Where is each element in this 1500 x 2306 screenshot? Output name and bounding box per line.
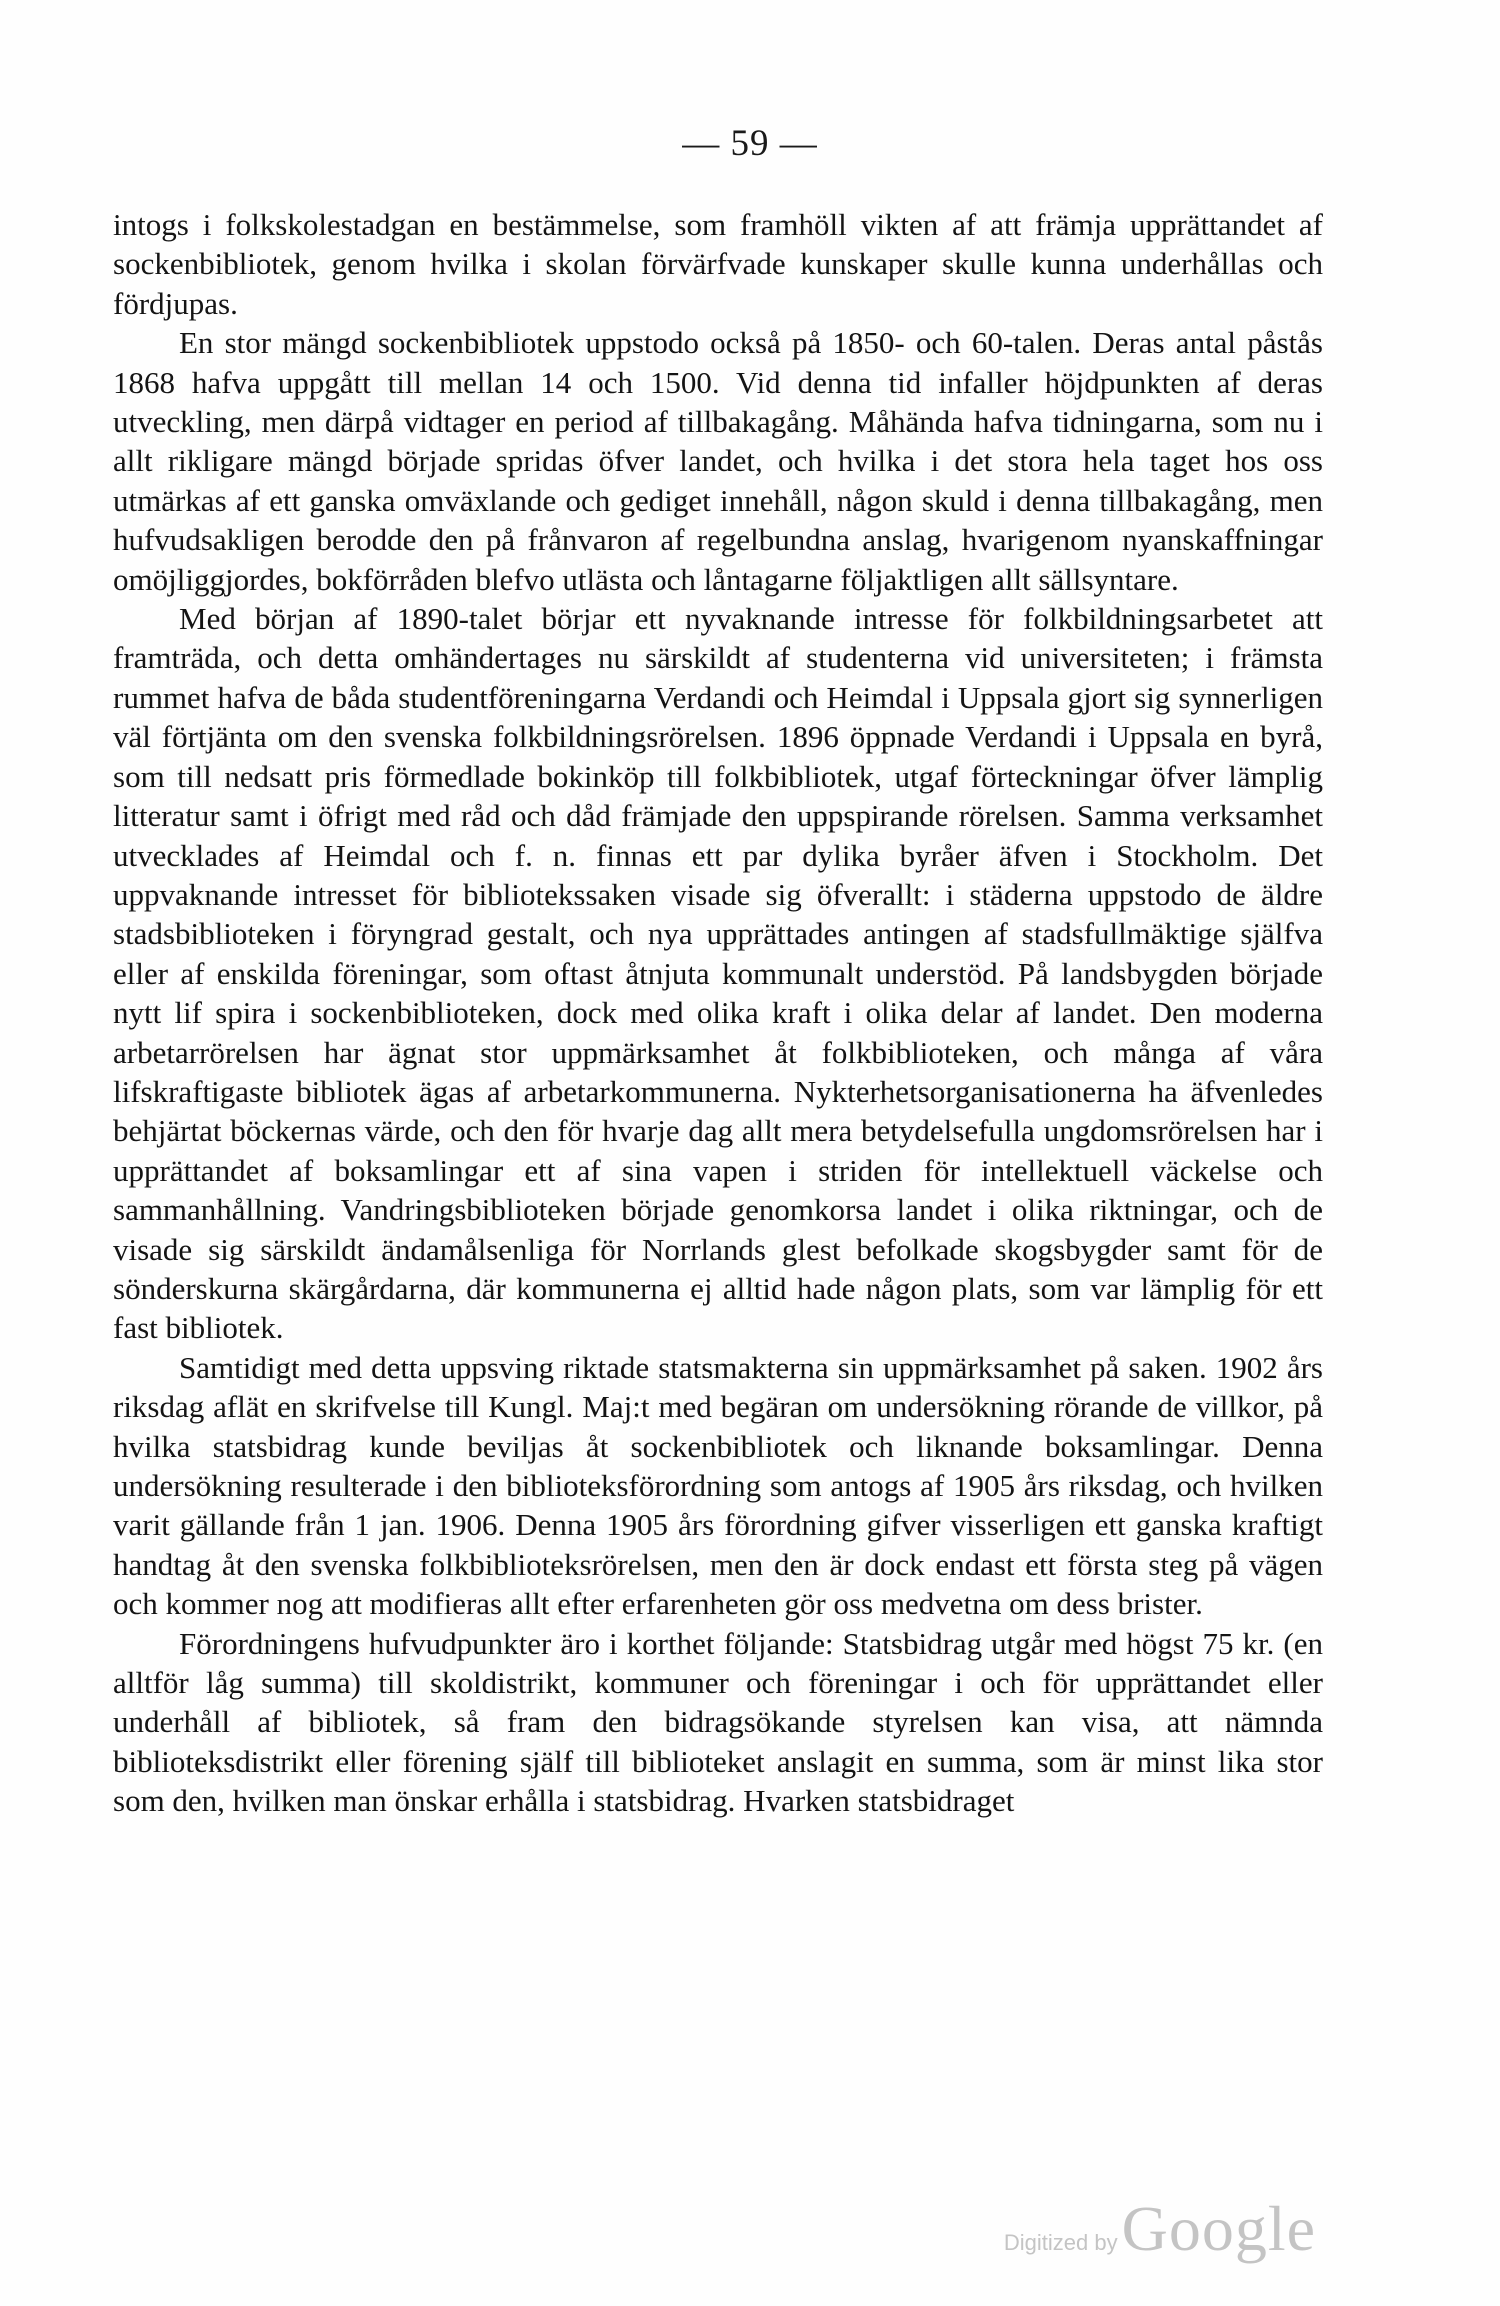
paragraph-1: intogs i folkskolestadgan en bestämmelse, som framhöll vikten af att främja upprättandet af sockenbibliotek, genom hvilka i skolan förvärfvade kunskaper skulle kunna underhållas och fördjupas. <box>113 207 1323 321</box>
digitized-watermark <box>1004 2192 1316 2266</box>
watermark-brand: Google <box>1121 2193 1316 2264</box>
paragraph-2: En stor mängd sockenbibliotek uppstodo också på 1850- och 60-talen. Deras antal påstås 1868 hafva uppgått till mellan 14 och 1500. Vid denna tid infaller höjdpunkten af deras utveckling, men därpå vidtager en period af tillbakagång. Måhända hafva tidningarna, som nu i allt rikligare mängd började spridas öfver landet, och hvilka i det stora hela taget hos oss utmärkas af ett ganska omväxlande och gediget innehåll, någon skuld i denna tillbakagång, men hufvudsakligen berodde den på frånvaron af regelbundna anslag, hvarigenom nyanskaffningar omöjliggjordes, bokförråden blefvo utlästa och låntagarne följaktligen allt sällsyntare. <box>113 325 1323 597</box>
paragraph-3: Med början af 1890-talet börjar ett nyvaknande intresse för folkbildningsarbetet att framträda, och detta omhändertages nu särskildt af studenterna vid universiteten; i främsta rummet hafva de båda studentföreningarna Verdandi och Heimdal i Uppsala gjort sig synnerligen väl förtjänta om den svenska folkbildningsrörelsen. 1896 öppnade Verdandi i Uppsala en byrå, som till nedsatt pris förmedlade bokinköp till folkbibliotek, utgaf förteckningar öfver lämplig litteratur samt i öfrigt med råd och dåd främjade den uppspirande rörelsen. Samma verksamhet utvecklades af Heimdal och f. n. finnas ett par dylika byråer äfven i Stockholm. Det uppvaknande intresset för bibliotekssaken visade sig öfverallt: i städerna uppstodo de äldre stadsbiblioteken i föryngrad gestalt, och nya upprättades antingen af stadsfullmäktige själfva eller af enskilda föreningar, som oftast åtnjuta kommunalt understöd. På landsbygden började nytt lif spira i sockenbiblioteken, dock med olika kraft i olika delar af landet. Den moderna arbetarrörelsen har ägnat stor uppmärksamhet åt folkbiblioteken, och många af våra lifskraftigaste bibliotek ägas af arbetarkommunerna. Nykterhetsorganisationerna ha äfvenledes behjärtat böckernas värde, och den för hvarje dag allt mera betydelsefulla ungdomsrörelsen har i upprättandet af boksamlingar ett af sina vapen i striden för intellektuell väckelse och sammanhållning. Vandringsbiblioteken började genomkorsa landet i olika riktningar, och de visade sig särskildt ändamålsenliga för Norrlands glest befolkade skogsbygder samt för de sönderskurna skärgårdarna, där kommunerna ej alltid hade någon plats, som var lämplig för ett fast bibliotek. <box>113 601 1323 1346</box>
watermark-prefix: Digitized by <box>1003 2230 1118 2255</box>
paragraph-5: Förordningens hufvudpunkter äro i korthet följande: Statsbidrag utgår med högst 75 kr. (en alltför låg summa) till skoldistrikt, kommuner och föreningar i och för upprättandet eller underhåll af bibliotek, så fram den bidragsökande styrelsen kan visa, att nämnda biblioteksdistrikt eller förening själf till biblioteket anslagit en summa, som är minst lika stor som den, hvilken man önskar erhålla i statsbidrag. Hvarken statsbidraget <box>113 1625 1323 1819</box>
body-text <box>113 205 1323 1821</box>
page-number: — 59 — <box>682 123 818 164</box>
paragraph-4: Samtidigt med detta uppsving riktade statsmakterna sin uppmärksamhet på saken. 1902 års riksdag aflät en skrifvelse till Kungl. Maj:t med begäran om undersökning rörande de villkor, på hvilka statsbidrag kunde beviljas åt sockenbibliotek och liknande boksamlingar. Denna undersökning resulterade i den biblioteksförordning som antogs af 1905 års riksdag, och hvilken varit gällande från 1 jan. 1906. Denna 1905 års förordning gifver visserligen ett ganska kraftigt handtag åt den svenska folkbiblioteksrörelsen, men den är dock endast ett första steg på vägen och kommer nog att modifieras allt efter erfarenheten gör oss medvetna om dess brister. <box>113 1349 1323 1622</box>
